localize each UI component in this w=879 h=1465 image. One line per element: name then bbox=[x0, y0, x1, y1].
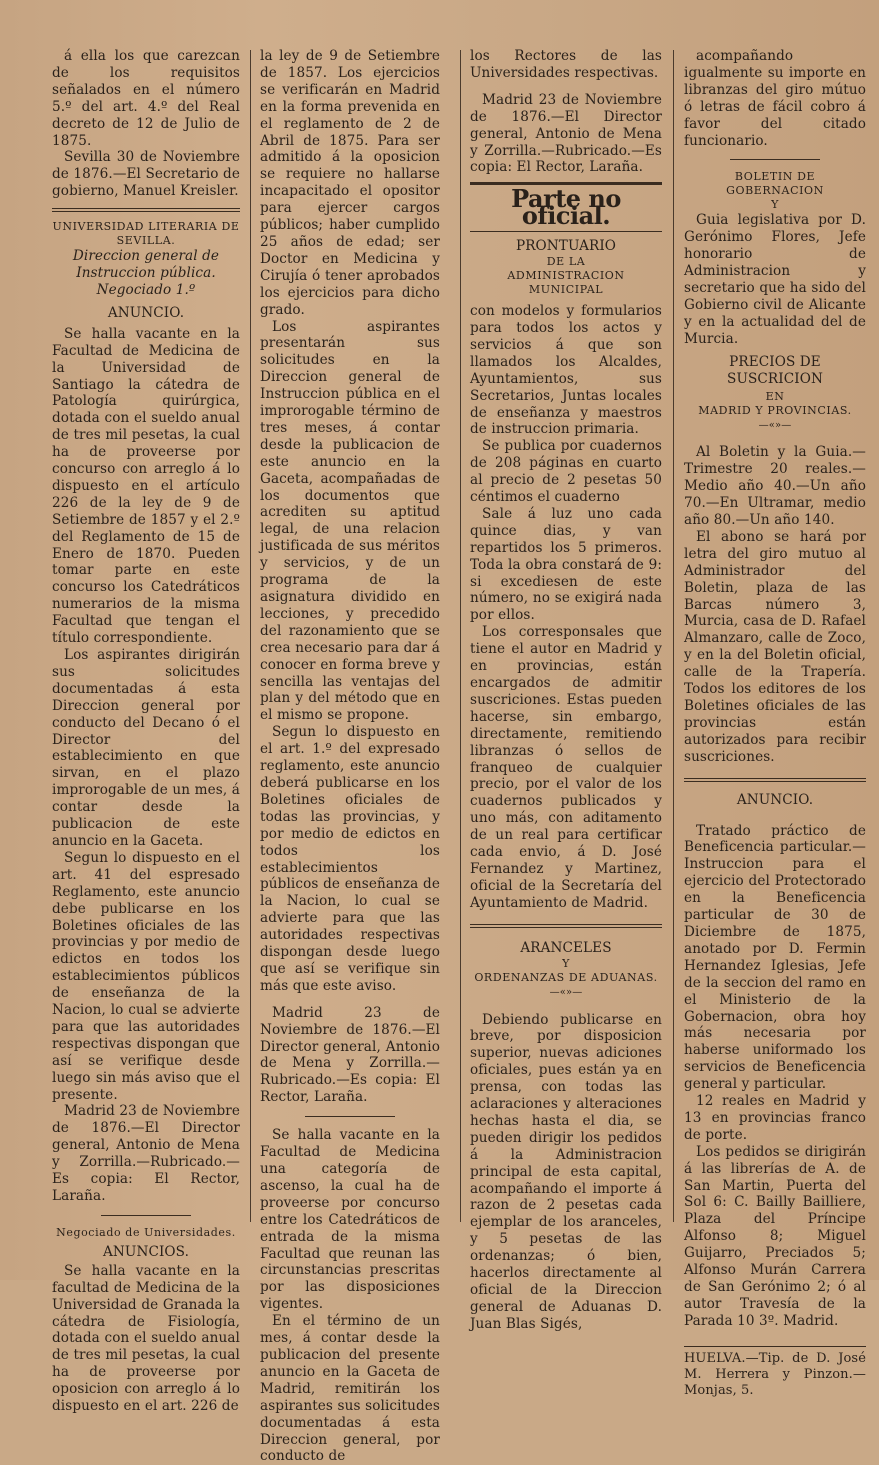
aranceles-subheading: Y bbox=[562, 956, 570, 970]
boletin-heading: BOLETIN DE GOBERNACION bbox=[726, 170, 824, 198]
section-heading: Negociado de Universidades. bbox=[56, 1225, 236, 1239]
prontuario-subheading: DE LA bbox=[546, 255, 586, 269]
short-rule bbox=[101, 1215, 191, 1216]
paragraph: con modelos y formularios para todos los actos y servicios á que son llamados los Alcaldes, Ayuntamientos, sus Secretarios, Juntas locales de enseñanza y maestros de instruccion primaria. bbox=[470, 303, 662, 438]
paragraph: Los aspirantes dirigirán sus solicitudes documentadas á esta Direccion general por conducto del Decano ó el Director del establecimiento en que sirvan, en el plazo improrogable de un mes, á contar desde la publicacion de este anuncio en la Gaceta. bbox=[52, 647, 240, 849]
signature-paragraph: Madrid 23 de Noviembre de 1876.—El Director general, Antonio de Mena y Zorrilla.—Rubricado.—Es copia: El Rector, Laraña. bbox=[52, 1103, 240, 1204]
precios-subheading: MADRID Y PROVINCIAS. bbox=[698, 403, 852, 417]
column-1 bbox=[52, 48, 240, 1415]
paragraph: Segun lo dispuesto en el art. 41 del espresado Reglamento, este anuncio debe publicarse en los Boletines oficiales de las provincias y por medio de edictos en todos los establecimientos públicos de enseñanza de la Nacion, lo cual se advierte para que las autoridades respectivas dispongan que así se verifique desde luego sin más aviso que el presente. bbox=[52, 849, 240, 1103]
anuncios-heading: ANUNCIOS. bbox=[102, 1243, 190, 1260]
paragraph: Se halla vacante en la facultad de Medicina de la Universidad de Granada la cátedra de Fisiología, dotada con el sueldo anual de tres mil pesetas, la cual ha de proveerse por oposicion con arreglo á lo dispuesto en el art. 226 de bbox=[52, 1262, 240, 1415]
column-rule bbox=[673, 50, 674, 1222]
short-rule bbox=[730, 159, 820, 160]
paragraph: Se halla vacante en la Facultad de Medicina una categoría de ascenso, la cual ha de proveerse por concurso entre los Catedráticos de entrada de la misma Facultad que reunan las circunstancias prescritas por las disposiciones vigentes. bbox=[260, 1127, 440, 1313]
printer-imprint: HUELVA.—Tip. de D. José M. Herrera y Pinzon.—Monjas, 5. bbox=[684, 1350, 866, 1398]
paragraph: Se publica por cuadernos de 208 páginas en cuarto al precio de 2 pesetas 50 céntimos el cuaderno bbox=[470, 438, 662, 506]
short-rule bbox=[305, 1116, 395, 1117]
ornament: —«»— bbox=[549, 986, 583, 998]
double-rule bbox=[52, 208, 240, 212]
column-4 bbox=[684, 48, 866, 1399]
paragraph: 12 reales en Madrid y 13 en provincias franco de porte. bbox=[684, 1093, 866, 1143]
thin-rule bbox=[684, 1346, 866, 1347]
paragraph: En el término de un mes, á contar desde la publicacion del presente anuncio en la Gaceta de Madrid, remitirán los aspirantes sus solicitudes documentadas á esta Direccion general, por conducto de bbox=[260, 1313, 440, 1465]
column-3 bbox=[470, 48, 662, 1333]
column-rule bbox=[250, 50, 251, 1222]
signature-paragraph: Madrid 23 de Noviembre de 1876.—El Director general, Antonio de Mena y Zorrilla.—Rubricado.—Es copia: El Rector, Laraña. bbox=[470, 91, 662, 176]
prontuario-heading: PRONTUARIO bbox=[515, 238, 617, 255]
column-rule bbox=[460, 50, 461, 1222]
subheading: Direccion general de Instruccion pública. bbox=[72, 248, 220, 282]
paragraph: Los corresponsales que tiene el autor en Madrid y en provincias, están encargados de admitir suscriciones. Estas pueden hacerse, sin embargo, directamente, remitiendo libranzas ó sellos de franqueo de cualquier precio, por el valor de los cuadernos publicados y uno más, con aditamento de un real para certificar cada envio, á D. José Fernandez y Martinez, oficial de la Secretaría del Ayuntamiento de Madrid. bbox=[470, 624, 662, 911]
paragraph: los Rectores de las Universidades respectivas. bbox=[470, 48, 662, 81]
precios-heading: PRECIOS DE SUSCRICION bbox=[727, 353, 823, 387]
precios-subheading: EN bbox=[765, 389, 785, 403]
paragraph: Guia legislativa por D. Gerónimo Flores, Jefe honorario de Administracion y secretario que ha sido del Gobierno civil de Alicante y en la actualidad del de Murcia. bbox=[684, 212, 866, 347]
aranceles-subheading: ORDENANZAS DE ADUANAS. bbox=[474, 970, 658, 984]
parte-no-oficial-title: Parte no oficial. bbox=[511, 184, 621, 231]
signature-paragraph: Madrid 23 de Noviembre de 1876.—El Director general, Antonio de Mena y Zorrilla.—Rubricado.—Es copia: El Rector, Laraña. bbox=[260, 1004, 440, 1106]
paragraph: Al Boletin y la Guia.—Trimestre 20 reales.—Medio año 40.—Un año 70.—En Ultramar, medio año 80.—Un año 140. bbox=[684, 444, 866, 529]
ornament: —«»— bbox=[758, 419, 792, 431]
paragraph: acompañando igualmente su importe en libranzas del giro mútuo ó letras de fácil cobro á favor del citado funcionario. bbox=[684, 48, 866, 149]
paragraph: Se halla vacante en la Facultad de Medicina de la Universidad de Santiago la cátedra de Patología quirúrgica, dotada con el sueldo anual de tres mil pesetas, la cual ha de proveerse por concurso con arreglo á lo dispuesto en el artículo 226 de la ley de 9 de Setiembre de 1857 y el 2.º del Reglamento de 15 de Enero de 1870. Pueden tomar parte en este concurso los Catedráticos numerarios de la misma Facultad que tengan el título correspondiente. bbox=[52, 325, 240, 647]
negociado-label: Negociado 1.º bbox=[96, 281, 196, 298]
signature-paragraph: Sevilla 30 de Noviembre de 1876.—El Secretario de gobierno, Manuel Kreisler. bbox=[52, 149, 240, 200]
paragraph: á ella los que carezcan de los requisitos señalados en el número 5.º del art. 4.º del Real decreto de 12 de Julio de 1875. bbox=[52, 48, 240, 149]
double-rule bbox=[684, 778, 866, 782]
double-rule bbox=[470, 924, 662, 928]
paragraph: Segun lo dispuesto en el art. 1.º del expresado reglamento, este anuncio deberá publicarse en los Boletines oficiales de todas las provincias, y por medio de edictos en todos los establecimientos públicos de enseñanza de la Nacion, lo cual se advierte para que las autoridades respectivas dispongan desde luego que así se verifique sin más que este aviso. bbox=[260, 724, 440, 994]
anuncio-heading: ANUNCIO. bbox=[736, 791, 814, 808]
paragraph: Los pedidos se dirigirán á las librerías de A. de San Martin, Puerta del Sol 6: C. Bailly Bailliere, Plaza del Príncipe Alfonso 8; Miguel Guijarro, Preciados 5; Alfonso Murán Carrera de San Gerónimo 2; ó al autor Travesía de la Parada 10 3º. Madrid. bbox=[684, 1143, 866, 1329]
paragraph: la ley de 9 de Setiembre de 1857. Los ejercicios se verificarán en Madrid en la forma prevenida en el reglamento de 2 de Abril de 1875. Para ser admitido á la oposicion se requiere no hallarse incapacitado el opositor para ejercer cargos públicos; haber cumplido 25 años de edad; ser Doctor en Medicina y Cirujía ó tener aprobados los ejercicios para dicho grado. bbox=[260, 48, 440, 318]
column-2 bbox=[260, 48, 440, 1465]
thin-rule bbox=[470, 231, 662, 232]
paragraph: Debiendo publicarse en breve, por disposicion superior, nuevas adiciones oficiales, pues están ya en prensa, con todas las aclaraciones y alteraciones hechas hasta el dia, se pueden dirigir los pedidos á la Administracion principal de esta capital, acompañando el importe á razon de 2 pesetas cada ejemplar de los aranceles, y 5 pesetas de las ordenanzas; ó bien, hacerlos directamente al oficial de la Direccion general de Aduanas D. Juan Blas Sigés, bbox=[470, 1011, 662, 1332]
paragraph: El abono se hará por letra del giro mutuo al Administrador del Boletin, plaza de las Barcas número 3, Murcia, casa de D. Rafael Almanzaro, calle de Zoco, y en la del Boletin oficial, calle de la Trapería. Todos los editores de los Boletines oficiales de las provincias están autorizados para recibir suscriciones. bbox=[684, 528, 866, 765]
boletin-subheading: Y bbox=[771, 198, 779, 212]
prontuario-subheading: ADMINISTRACION MUNICIPAL bbox=[507, 269, 625, 297]
paragraph: Sale á luz uno cada quince dias, y van repartidos los 5 primeros. Toda la obra constará de 9: si excediesen de este número, no se exigirá nada por ellos. bbox=[470, 505, 662, 624]
paragraph: Tratado práctico de Beneficencia particular.—Instruccion para el ejercicio del Protectorado en la Beneficencia particular de 30 de Diciembre de 1875, anotado por D. Fermin Hernandez Iglesias, Jefe de la seccion del ramo en el Ministerio de la Gobernacion, obra hoy más necesaria por haberse uniformado los servicios de Beneficencia general y particular. bbox=[684, 822, 866, 1093]
anuncio-heading: ANUNCIO. bbox=[107, 304, 185, 321]
section-heading: UNIVERSIDAD LITERARIA DE SEVILLA. bbox=[52, 220, 240, 248]
aranceles-heading: ARANCELES bbox=[520, 939, 612, 956]
paragraph: Los aspirantes presentarán sus solicitudes en la Direccion general de Instruccion pública en el improrogable término de tres meses, á contar desde la publicacion de este anuncio en la Gaceta, acompañadas de los documentos que acrediten su aptitud legal, de una relacion justificada de sus méritos y servicios, y de un programa de la asignatura dividido en lecciones, y precedido del razonamiento que se crea necesario para dar á conocer en forma breve y sencilla las ventajas del plan y del método que en el mismo se propone. bbox=[260, 318, 440, 724]
